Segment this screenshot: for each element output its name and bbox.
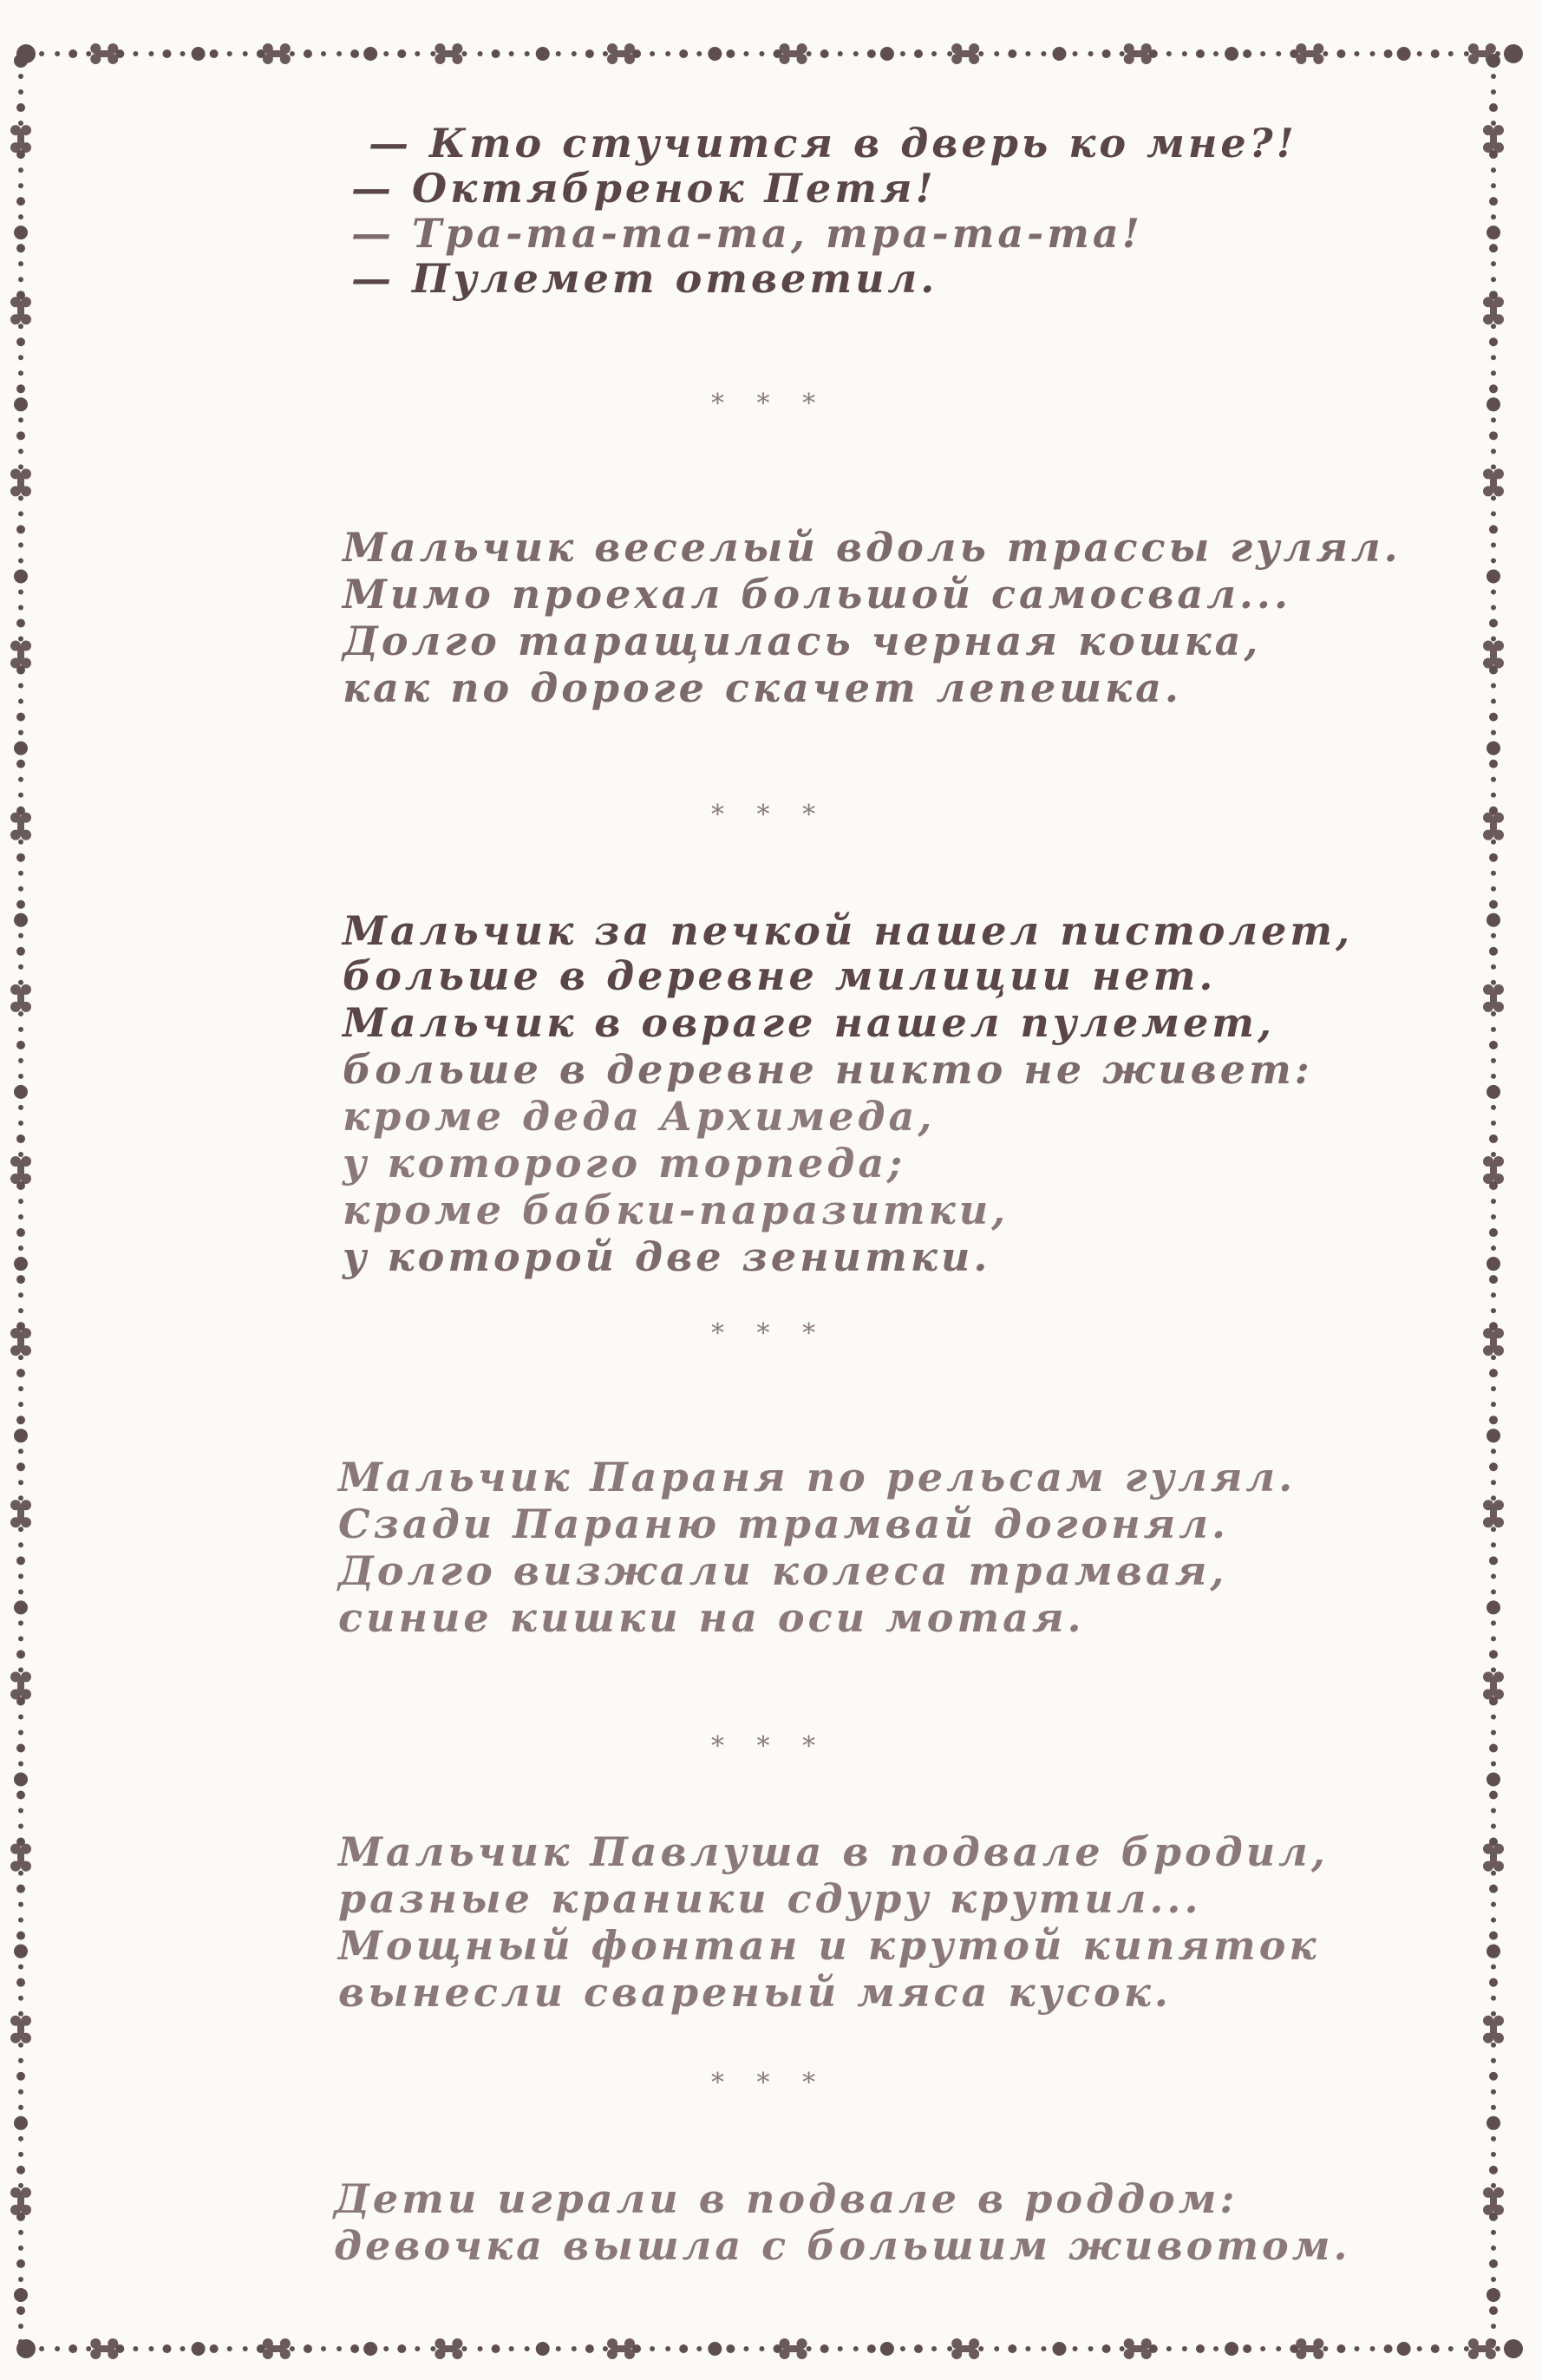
- stanza-1-line-1: — Кто стучится в дверь ко мне?!: [369, 120, 1297, 167]
- separator-5: * * *: [711, 2068, 828, 2098]
- stanza-3-line-8: у которой две зенитки.: [343, 1233, 991, 1280]
- stanza-2-line-3: Долго таращилась черная кошка,: [343, 618, 1262, 664]
- separator-4: * * *: [711, 1731, 828, 1762]
- stanza-1-line-4: — Пулемет ответил.: [351, 255, 938, 302]
- stanza-5-line-4: вынесли свареный мяса кусок.: [338, 1969, 1172, 2016]
- stanza-4-line-2: Сзади Параню трамвай догонял.: [338, 1501, 1229, 1547]
- separator-1: * * *: [711, 389, 828, 419]
- stanza-5-line-3: Мощный фонтан и крутой кипяток: [338, 1922, 1320, 1969]
- stanza-3-line-1: Мальчик за печкой нашел пистолет,: [343, 907, 1354, 954]
- stanza-2-line-1: Мальчик веселый вдоль трассы гулял.: [343, 524, 1402, 571]
- stanza-1-line-2: — Октябренок Петя!: [351, 165, 937, 212]
- stanza-4-line-3: Долго визжали колеса трамвая,: [338, 1547, 1228, 1594]
- stanza-6-line-1: Дети играли в подвале в роддом:: [334, 2175, 1238, 2222]
- stanza-4-line-1: Мальчик Параня по рельсам гулял.: [338, 1454, 1297, 1501]
- stanza-5-line-2: разные краники сдуру крутил...: [338, 1875, 1202, 1922]
- stanza-3-line-5: кроме деда Архимеда,: [343, 1093, 936, 1140]
- stanza-4-line-4: синие кишки на оси мотая.: [338, 1594, 1085, 1641]
- separator-3: * * *: [711, 1318, 828, 1349]
- stanza-3-line-4: больше в деревне никто не живет:: [343, 1046, 1313, 1093]
- stanza-1-line-3: — Тра-та-та-та, тра-та-та!: [351, 210, 1143, 257]
- stanza-6-line-2: девочка вышла с большим животом.: [334, 2222, 1351, 2269]
- stanza-2-line-2: Мимо проехал большой самосвал...: [343, 571, 1291, 618]
- stanza-3-line-6: у которого торпеда;: [343, 1140, 906, 1187]
- separator-2: * * *: [711, 800, 828, 830]
- stanza-3-line-7: кроме бабки-паразитки,: [343, 1187, 1009, 1233]
- stanza-3-line-2: больше в деревне милиции нет.: [343, 952, 1217, 999]
- stanza-3-line-3: Мальчик в овраге нашел пулемет,: [343, 999, 1275, 1046]
- stanza-2-line-4: как по дороге скачет лепешка.: [343, 664, 1182, 711]
- stanza-5-line-1: Мальчик Павлуша в подвале бродил,: [338, 1828, 1329, 1875]
